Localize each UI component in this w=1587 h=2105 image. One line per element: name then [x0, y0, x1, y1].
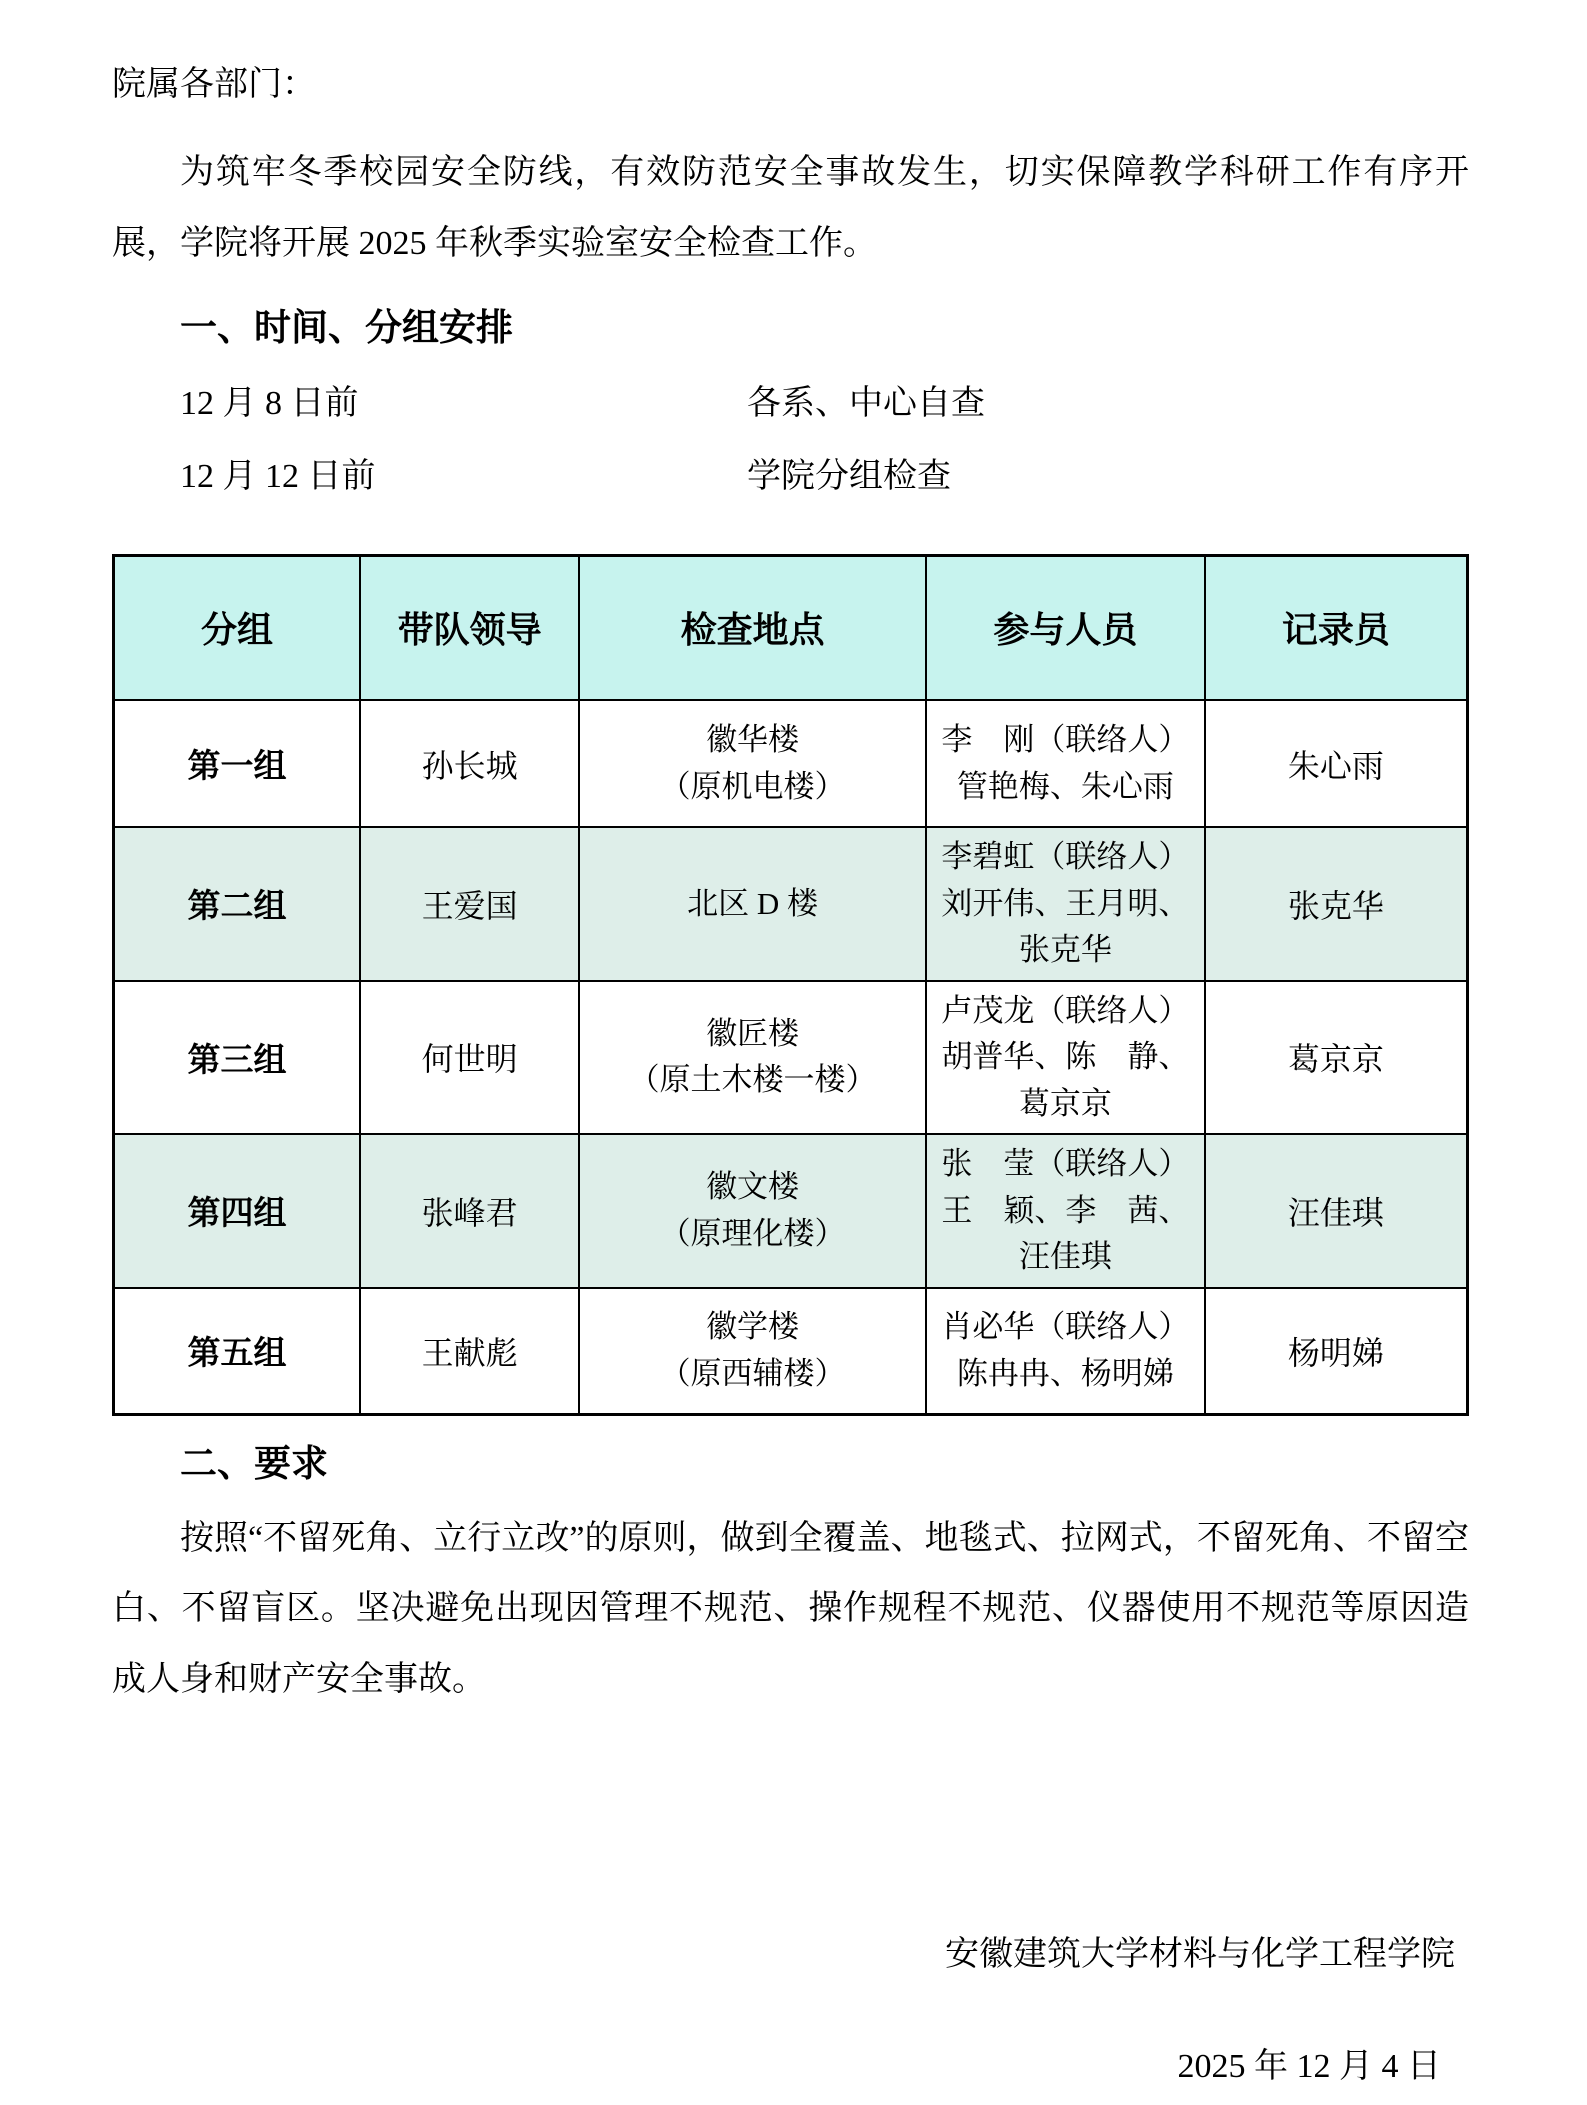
salutation: 院属各部门： [112, 66, 316, 103]
section-2-heading: 二、要求 [180, 1443, 328, 1485]
schedule-date: 12 月 8 日前 [180, 385, 359, 423]
group-cell: 第三组 [114, 981, 360, 1135]
inspection-grouping-table [112, 554, 1469, 1417]
location-line: （原西辅楼） [659, 1355, 846, 1391]
participant-line: 李碧虹（联络人） [941, 839, 1190, 875]
recorder-cell: 杨明娣 [1205, 1288, 1468, 1415]
recorder-cell: 葛京京 [1205, 981, 1468, 1135]
group-cell: 第一组 [114, 700, 360, 827]
location-cell [579, 827, 926, 981]
schedule-activity: 学院分组检查 [747, 458, 951, 496]
participant-line: 陈冉冉、杨明娣 [956, 1355, 1174, 1391]
leader-cell: 王爱国 [360, 827, 579, 981]
document-date: 2025 年 12 月 4 日 [1177, 2048, 1441, 2086]
participant-line: 王 颖、李 茜、 [941, 1192, 1190, 1228]
location-line: 徽华楼 [706, 722, 800, 758]
leader-cell: 孙长城 [360, 700, 579, 827]
header-location: 检查地点 [579, 555, 926, 700]
location-line: （原机电楼） [659, 768, 846, 804]
participants-cell [926, 1288, 1205, 1415]
participant-line: 肖必华（联络人） [941, 1309, 1190, 1345]
participant-line: 管艳梅、朱心雨 [956, 768, 1174, 804]
signature-org: 安徽建筑大学材料与化学工程学院 [945, 1935, 1455, 1973]
header-leader: 带队领导 [360, 555, 579, 700]
location-cell [579, 981, 926, 1135]
leader-cell: 张峰君 [360, 1134, 579, 1288]
group-cell: 第四组 [114, 1134, 360, 1288]
location-line: （原理化楼） [659, 1215, 846, 1251]
location-cell [579, 700, 926, 827]
location-cell [579, 1288, 926, 1415]
participant-line: 汪佳琪 [1018, 1239, 1112, 1275]
table-row [114, 827, 1468, 981]
schedule-activity: 各系、中心自查 [747, 385, 985, 423]
intro-paragraph: 为筑牢冬季校园安全防线，有效防范安全事故发生，切实保障教学科研工作有序开展，学院将开展 2025 年秋季实验室安全检查工作。 [112, 154, 1469, 263]
location-cell [579, 1134, 926, 1288]
participant-line: 张克华 [1018, 932, 1112, 968]
location-line: 徽匠楼 [706, 1015, 800, 1051]
participant-line: 刘开伟、王月明、 [941, 885, 1190, 921]
table-header-row [114, 555, 1468, 700]
recorder-cell: 张克华 [1205, 827, 1468, 981]
leader-cell: 王献彪 [360, 1288, 579, 1415]
participant-line: 胡普华、陈 静、 [941, 1039, 1190, 1075]
location-line: （原土木楼一楼） [628, 1062, 877, 1098]
schedule-date: 12 月 12 日前 [180, 458, 376, 496]
recorder-cell: 汪佳琪 [1205, 1134, 1468, 1288]
participants-cell [926, 1134, 1205, 1288]
section-1-heading: 一、时间、分组安排 [180, 306, 513, 348]
table-row [114, 1288, 1468, 1415]
participant-line: 张 莹（联络人） [941, 1146, 1190, 1182]
participants-cell [926, 981, 1205, 1135]
header-participants: 参与人员 [926, 555, 1205, 700]
participants-cell [926, 827, 1205, 981]
participants-cell [926, 700, 1205, 827]
header-recorder: 记录员 [1205, 555, 1468, 700]
schedule-row-1 [112, 367, 1469, 440]
group-cell: 第五组 [114, 1288, 360, 1415]
location-line: 徽学楼 [706, 1309, 800, 1345]
leader-cell: 何世明 [360, 981, 579, 1135]
participant-line: 李 刚（联络人） [941, 722, 1190, 758]
participant-line: 葛京京 [1018, 1085, 1112, 1121]
table-row [114, 700, 1468, 827]
header-group: 分组 [114, 555, 360, 700]
participant-line: 卢茂龙（联络人） [941, 992, 1190, 1028]
schedule-row-2 [112, 440, 1469, 513]
table-row [114, 981, 1468, 1135]
recorder-cell: 朱心雨 [1205, 700, 1468, 827]
table-row [114, 1134, 1468, 1288]
group-cell: 第二组 [114, 827, 360, 981]
requirements-paragraph: 按照“不留死角、立行立改”的原则，做到全覆盖、地毯式、拉网式，不留死角、不留空白、不留盲区。坚决避免出现因管理不规范、操作规程不规范、仪器使用不规范等原因造成人身和财产安全事故。 [112, 1519, 1469, 1698]
location-line: 北区 D 楼 [687, 885, 819, 921]
location-line: 徽文楼 [706, 1169, 800, 1205]
